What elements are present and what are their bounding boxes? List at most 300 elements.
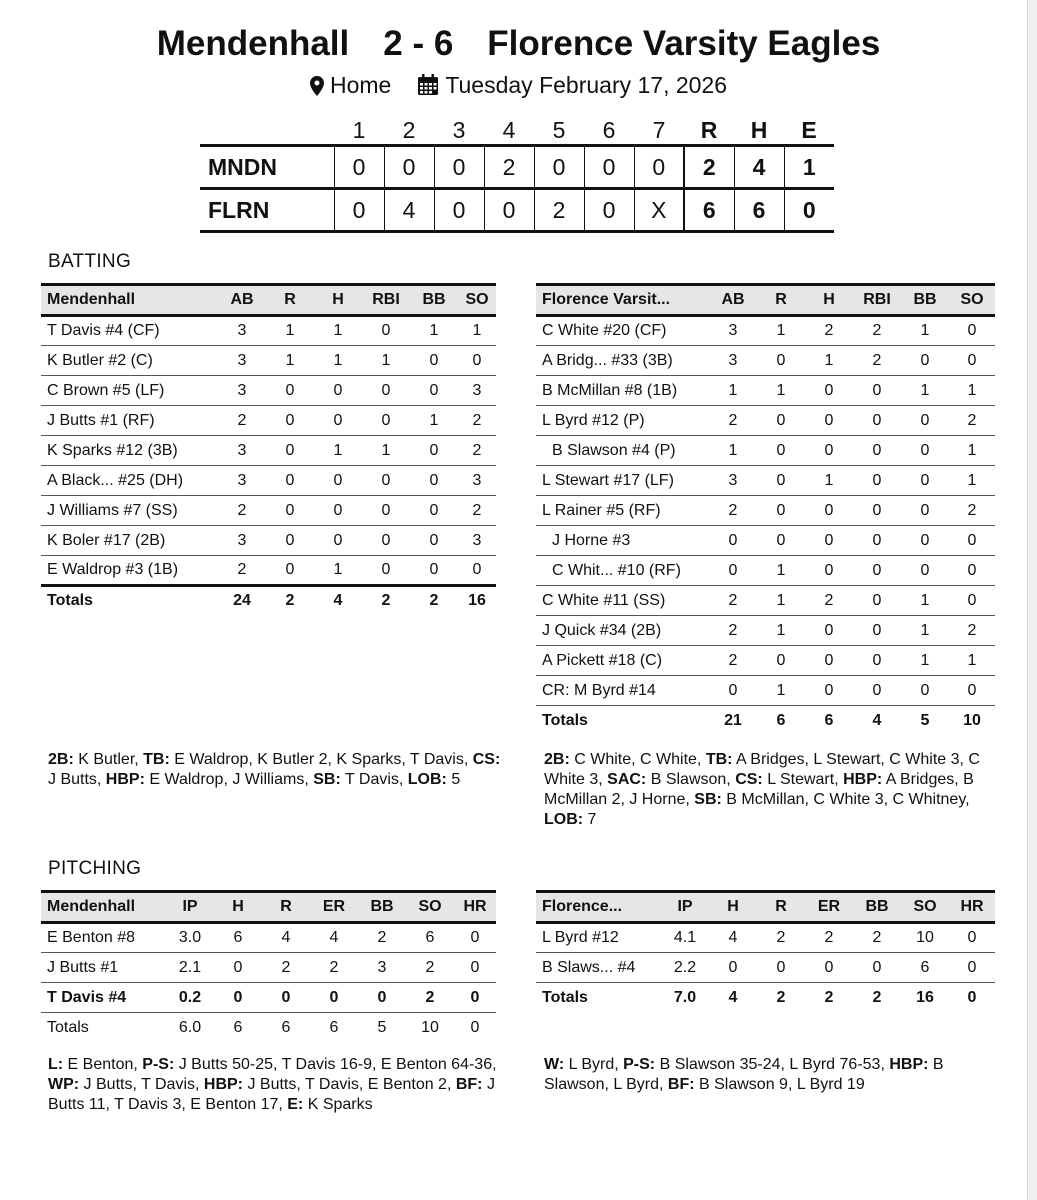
home-team-name: Florence Varsity Eagles xyxy=(487,24,881,63)
team-column-header: Florence Varsit... xyxy=(536,285,709,316)
final-score: 2 - 6 xyxy=(383,24,454,63)
stat-cell: 0 xyxy=(410,526,458,556)
stat-cell: 1 xyxy=(949,376,995,406)
totals-label: Totals xyxy=(542,711,588,729)
stat-cell: 0 xyxy=(757,953,805,983)
stat-column-header: H xyxy=(805,285,853,316)
inning-score: 0 xyxy=(384,146,434,189)
stat-cell: 0 xyxy=(901,676,949,706)
stat-cell: 0 xyxy=(266,526,314,556)
stat-cell: 3 xyxy=(458,526,496,556)
hits-total: 4 xyxy=(734,146,784,189)
stat-cell: 1 xyxy=(314,316,362,346)
player-name: E Benton #8 xyxy=(41,923,166,953)
player-row xyxy=(536,436,995,466)
stat-column-header: AB xyxy=(218,285,266,316)
note-value: C White, C White, xyxy=(569,751,706,768)
stat-column-header: SO xyxy=(901,892,949,923)
note-value: J Butts, xyxy=(48,771,106,788)
batting-table-away xyxy=(41,283,496,616)
note-key: W: xyxy=(544,1056,565,1073)
player-row xyxy=(41,436,496,466)
stat-cell: 0 xyxy=(805,436,853,466)
player-row xyxy=(41,466,496,496)
player-name: L Rainer #5 (RF) xyxy=(536,496,709,526)
player-name: T Davis #4 xyxy=(41,983,166,1013)
totals-cell: 2 xyxy=(410,586,458,616)
stat-cell: 0 xyxy=(805,556,853,586)
team-abbr: FLRN xyxy=(200,189,334,232)
stat-column-header: ER xyxy=(805,892,853,923)
stat-cell: 6 xyxy=(214,923,262,953)
errors-total: 1 xyxy=(784,146,834,189)
totals-cell: 4 xyxy=(728,988,738,1006)
stat-cell: 3 xyxy=(218,466,266,496)
player-name: L Byrd #12 (P) xyxy=(536,406,709,436)
team-abbr: MNDN xyxy=(200,146,334,189)
stat-column-header: RBI xyxy=(853,285,901,316)
note-value: L Stewart, xyxy=(762,771,844,788)
totals-cell: 5 xyxy=(377,1018,387,1036)
note-key: BF: xyxy=(667,1076,695,1093)
stat-cell: 0 xyxy=(901,406,949,436)
stat-column-header: BB xyxy=(410,285,458,316)
stat-cell: 2 xyxy=(458,436,496,466)
stat-cell: 3 xyxy=(218,436,266,466)
stat-cell: 3 xyxy=(709,466,757,496)
player-row xyxy=(41,923,496,953)
player-name: C Brown #5 (LF) xyxy=(41,376,218,406)
stat-cell: 0 xyxy=(853,466,901,496)
stat-cell: 0 xyxy=(757,346,805,376)
stat-cell: 0 xyxy=(314,406,362,436)
inning-score: 4 xyxy=(384,189,434,232)
note-key: HBP: xyxy=(105,771,145,788)
inning-score: 0 xyxy=(434,146,484,189)
player-name: B Slaws... #4 xyxy=(536,953,661,983)
stat-cell: 3 xyxy=(358,953,406,983)
player-row xyxy=(536,496,995,526)
stat-cell: 0 xyxy=(805,496,853,526)
stat-cell: 1 xyxy=(362,436,410,466)
player-name: J Horne #3 xyxy=(536,526,709,556)
stat-cell: 0 xyxy=(853,556,901,586)
note-value: B Slawson 9, L Byrd 19 xyxy=(694,1076,865,1093)
batting-section-title: BATTING xyxy=(48,251,132,272)
stat-cell: 2 xyxy=(406,983,454,1013)
stat-cell: 6 xyxy=(901,953,949,983)
stat-cell: 2 xyxy=(218,406,266,436)
totals-cell: 6 xyxy=(824,711,834,729)
totals-cell: 5 xyxy=(920,711,930,729)
stat-cell: 3 xyxy=(458,466,496,496)
stat-cell: 2 xyxy=(709,406,757,436)
stat-cell: 6 xyxy=(406,923,454,953)
note-value: J Butts, T Davis, E Benton 2, xyxy=(243,1076,456,1093)
pitching-notes-away xyxy=(48,1055,503,1115)
inning-header: 7 xyxy=(652,117,666,143)
note-key: CS: xyxy=(472,751,501,768)
note-key: WP: xyxy=(48,1076,80,1093)
player-row xyxy=(41,953,496,983)
note-key: P-S: xyxy=(142,1056,175,1073)
stat-column-header: ER xyxy=(310,892,358,923)
stat-column-header: R xyxy=(757,892,805,923)
stat-cell: 2 xyxy=(805,316,853,346)
stat-cell: 4 xyxy=(709,923,757,953)
stat-cell: 3 xyxy=(218,346,266,376)
stat-cell: 0 xyxy=(805,406,853,436)
stat-cell: 0 xyxy=(362,376,410,406)
stat-cell: 0 xyxy=(709,676,757,706)
stat-cell: 2.2 xyxy=(661,953,709,983)
player-row xyxy=(41,983,496,1013)
player-row xyxy=(536,923,995,953)
stat-cell: 0 xyxy=(853,646,901,676)
inning-score: 2 xyxy=(534,189,584,232)
player-name: J Quick #34 (2B) xyxy=(536,616,709,646)
stat-cell: 0 xyxy=(454,983,496,1013)
stat-column-header: H xyxy=(214,892,262,923)
inning-score: 2 xyxy=(484,146,534,189)
stat-cell: 0 xyxy=(410,376,458,406)
stat-cell: 1 xyxy=(266,316,314,346)
note-key: TB: xyxy=(705,751,733,768)
player-name: K Boler #17 (2B) xyxy=(41,526,218,556)
stat-column-header: H xyxy=(709,892,757,923)
stat-cell: 2.1 xyxy=(166,953,214,983)
totals-cell: 6 xyxy=(233,1018,243,1036)
pitching-section-title: PITCHING xyxy=(48,858,142,879)
stat-cell: 0 xyxy=(853,676,901,706)
note-key: CS: xyxy=(735,771,763,788)
stat-cell: 1 xyxy=(901,316,949,346)
note-value: 5 xyxy=(446,771,461,788)
stat-cell: 0 xyxy=(266,466,314,496)
totals-label: Totals xyxy=(41,586,218,616)
stat-cell: 1 xyxy=(901,376,949,406)
totals-cell: 2 xyxy=(824,988,834,1006)
stat-cell: 0 xyxy=(949,953,995,983)
note-key: P-S: xyxy=(623,1056,656,1073)
inning-score: 0 xyxy=(584,146,634,189)
line-score-header xyxy=(200,117,834,146)
stat-cell: 1 xyxy=(901,616,949,646)
player-name: C White #20 (CF) xyxy=(536,316,709,346)
stat-cell: 0 xyxy=(805,526,853,556)
stat-cell: 0 xyxy=(805,676,853,706)
player-row xyxy=(41,346,496,376)
stat-cell: 0 xyxy=(853,526,901,556)
stat-cell: 2 xyxy=(709,586,757,616)
stat-cell: 0 xyxy=(805,376,853,406)
stat-cell: 0 xyxy=(901,556,949,586)
inning-header: 2 xyxy=(402,117,416,143)
stat-cell: 1 xyxy=(901,586,949,616)
stat-column-header: SO xyxy=(949,285,995,316)
stat-cell: 0 xyxy=(362,556,410,586)
stat-cell: 0 xyxy=(266,556,314,586)
stat-cell: 0 xyxy=(266,496,314,526)
totals-cell: 2 xyxy=(776,988,786,1006)
stat-cell: 0 xyxy=(949,676,995,706)
stat-cell: 3 xyxy=(218,316,266,346)
stat-cell: 0 xyxy=(214,983,262,1013)
game-date: Tuesday February 17, 2026 xyxy=(445,72,728,98)
score-line xyxy=(0,24,1037,64)
stat-cell: 0 xyxy=(853,376,901,406)
stat-cell: 0 xyxy=(805,953,853,983)
note-key: E: xyxy=(287,1096,304,1113)
stat-cell: 2 xyxy=(310,953,358,983)
stat-cell: 2 xyxy=(853,346,901,376)
stat-cell: 0 xyxy=(458,346,496,376)
stat-cell: 0 xyxy=(410,556,458,586)
stat-cell: 0 xyxy=(362,526,410,556)
batting-header-home xyxy=(536,285,995,316)
stat-column-header: AB xyxy=(709,285,757,316)
stat-cell: 0 xyxy=(410,466,458,496)
batting-notes-home xyxy=(544,750,989,830)
line-score-row-away xyxy=(200,146,834,189)
inning-score: 0 xyxy=(484,189,534,232)
stat-cell: 0 xyxy=(949,923,995,953)
stat-column-header: BB xyxy=(901,285,949,316)
stat-column-header: RBI xyxy=(362,285,410,316)
game-location: Home xyxy=(329,72,392,98)
stat-cell: 2 xyxy=(949,496,995,526)
player-name: J Williams #7 (SS) xyxy=(41,496,218,526)
stat-cell: 1 xyxy=(362,346,410,376)
batting-notes-away xyxy=(48,750,503,790)
stat-cell: 0 xyxy=(757,466,805,496)
player-row xyxy=(41,316,496,346)
stat-cell: 2 xyxy=(949,616,995,646)
note-key: SAC: xyxy=(607,771,647,788)
stat-cell: 2 xyxy=(262,953,310,983)
stat-cell: 0 xyxy=(949,526,995,556)
stat-column-header: R xyxy=(266,285,314,316)
player-name: J Butts #1 xyxy=(41,953,166,983)
note-value: A Bridges, L Stewart, C White 3, C White 3, xyxy=(544,751,980,788)
stat-cell: 1 xyxy=(266,346,314,376)
runs-total: 6 xyxy=(684,189,734,232)
stat-cell: 0 xyxy=(709,556,757,586)
totals-cell: 2 xyxy=(362,586,410,616)
player-name: E Waldrop #3 (1B) xyxy=(41,556,218,586)
stat-cell: 1 xyxy=(757,586,805,616)
page-edge xyxy=(1027,0,1037,1200)
stat-column-header: R xyxy=(757,285,805,316)
stat-cell: 2 xyxy=(709,646,757,676)
totals-cell: 0 xyxy=(967,988,977,1006)
player-row xyxy=(536,646,995,676)
totals-cell: 16 xyxy=(916,988,934,1006)
inning-header: 3 xyxy=(452,117,466,143)
stat-cell: 4 xyxy=(310,923,358,953)
player-row xyxy=(536,376,995,406)
totals-cell: 6 xyxy=(329,1018,339,1036)
inning-score: 0 xyxy=(434,189,484,232)
note-value: K Sparks xyxy=(303,1096,373,1113)
pitching-table-home xyxy=(536,890,995,1013)
stat-cell: 0 xyxy=(709,953,757,983)
errors-header: E xyxy=(801,117,817,143)
runs-header: R xyxy=(700,117,718,143)
note-value: 7 xyxy=(583,811,597,828)
note-value: B Slawson, xyxy=(646,771,736,788)
batting-header-away xyxy=(41,285,496,316)
errors-total: 0 xyxy=(784,189,834,232)
inning-score: 0 xyxy=(334,189,384,232)
stat-cell: 2 xyxy=(805,923,853,953)
player-name: K Butler #2 (C) xyxy=(41,346,218,376)
inning-score: 0 xyxy=(534,146,584,189)
stat-cell: 0 xyxy=(410,436,458,466)
stat-column-header: R xyxy=(262,892,310,923)
player-name: B McMillan #8 (1B) xyxy=(536,376,709,406)
stat-cell: 0 xyxy=(853,586,901,616)
note-key: 2B: xyxy=(544,751,570,768)
player-row xyxy=(536,556,995,586)
player-row xyxy=(536,616,995,646)
inning-header: 6 xyxy=(602,117,616,143)
inning-header: 5 xyxy=(552,117,566,143)
stat-cell: 0 xyxy=(410,346,458,376)
totals-cell: 16 xyxy=(458,586,496,616)
stat-cell: 0 xyxy=(949,346,995,376)
totals-row xyxy=(536,983,995,1013)
totals-cell: 0 xyxy=(470,1018,480,1036)
stat-cell: 0 xyxy=(757,526,805,556)
stat-cell: 0 xyxy=(901,466,949,496)
note-value: J Butts 50-25, T Davis 16-9, E Benton 64-36, xyxy=(174,1056,497,1073)
batting-table-home xyxy=(536,283,995,736)
player-name: L Stewart #17 (LF) xyxy=(536,466,709,496)
stat-cell: 0 xyxy=(362,496,410,526)
note-key: TB: xyxy=(143,751,170,768)
pitching-header-away xyxy=(41,892,496,923)
stat-cell: 0 xyxy=(853,496,901,526)
stat-cell: 1 xyxy=(314,436,362,466)
stat-cell: 1 xyxy=(805,346,853,376)
stat-cell: 0 xyxy=(901,526,949,556)
totals-label: Totals xyxy=(47,1018,89,1036)
note-key: L: xyxy=(48,1056,64,1073)
line-score-table xyxy=(200,117,834,233)
inning-header: 1 xyxy=(352,117,366,143)
note-key: 2B: xyxy=(48,751,74,768)
pitching-header-home xyxy=(536,892,995,923)
note-value: A Bridges, B McMillan 2, J Horne, xyxy=(544,771,974,808)
stat-column-header: BB xyxy=(358,892,406,923)
player-name: L Byrd #12 xyxy=(536,923,661,953)
stat-cell: 1 xyxy=(458,316,496,346)
stat-cell: 3.0 xyxy=(166,923,214,953)
stat-cell: 0 xyxy=(362,466,410,496)
stat-cell: 0 xyxy=(757,496,805,526)
player-row xyxy=(536,406,995,436)
totals-row xyxy=(41,586,496,616)
note-value: J Butts, T Davis, xyxy=(79,1076,204,1093)
stat-cell: 1 xyxy=(757,376,805,406)
player-name: T Davis #4 (CF) xyxy=(41,316,218,346)
stat-cell: 2 xyxy=(218,556,266,586)
stat-cell: 4.1 xyxy=(661,923,709,953)
line-score-corner xyxy=(200,117,334,146)
stat-cell: 0 xyxy=(949,316,995,346)
note-key: LOB: xyxy=(407,771,447,788)
stat-cell: 0 xyxy=(757,406,805,436)
stat-column-header: SO xyxy=(458,285,496,316)
stat-cell: 0 xyxy=(314,376,362,406)
inning-score: 0 xyxy=(634,146,684,189)
stat-cell: 0 xyxy=(901,496,949,526)
stat-cell: 1 xyxy=(757,316,805,346)
line-score-row-home xyxy=(200,189,834,232)
stat-cell: 0 xyxy=(266,376,314,406)
player-row xyxy=(41,406,496,436)
inning-header: 4 xyxy=(502,117,516,143)
totals-cell: 4 xyxy=(872,711,882,729)
stat-cell: 1 xyxy=(805,466,853,496)
note-key: HBP: xyxy=(889,1056,929,1073)
stat-cell: 0 xyxy=(757,436,805,466)
stat-cell: 0 xyxy=(949,586,995,616)
player-name: CR: M Byrd #14 xyxy=(536,676,709,706)
note-value: E Waldrop, J Williams, xyxy=(144,771,314,788)
player-name: J Butts #1 (RF) xyxy=(41,406,218,436)
hits-header: H xyxy=(750,117,768,143)
stat-cell: 2 xyxy=(709,616,757,646)
player-name: C White #11 (SS) xyxy=(536,586,709,616)
stat-cell: 1 xyxy=(410,316,458,346)
totals-row xyxy=(536,706,995,736)
stat-cell: 0 xyxy=(314,526,362,556)
stat-cell: 4 xyxy=(262,923,310,953)
stat-cell: 1 xyxy=(709,376,757,406)
stat-cell: 2 xyxy=(709,496,757,526)
stat-column-header: IP xyxy=(166,892,214,923)
player-name: A Black... #25 (DH) xyxy=(41,466,218,496)
stat-cell: 2 xyxy=(458,496,496,526)
calendar-icon xyxy=(417,74,439,102)
note-key: SB: xyxy=(694,791,722,808)
stat-cell: 1 xyxy=(949,646,995,676)
stat-column-header: HR xyxy=(949,892,995,923)
player-row xyxy=(536,586,995,616)
note-value: K Butler, xyxy=(73,751,144,768)
note-key: LOB: xyxy=(544,811,584,828)
stat-cell: 1 xyxy=(901,646,949,676)
stat-cell: 0 xyxy=(853,616,901,646)
player-row xyxy=(536,953,995,983)
stat-cell: 0 xyxy=(454,953,496,983)
player-name: K Sparks #12 (3B) xyxy=(41,436,218,466)
note-key: BF: xyxy=(455,1076,483,1093)
stat-cell: 1 xyxy=(314,346,362,376)
stat-cell: 0 xyxy=(853,406,901,436)
map-pin-icon xyxy=(310,75,324,102)
stat-cell: 2 xyxy=(218,496,266,526)
stat-cell: 0 xyxy=(454,923,496,953)
stat-cell: 1 xyxy=(410,406,458,436)
game-header xyxy=(0,24,1037,102)
stat-cell: 1 xyxy=(949,436,995,466)
away-team-name: Mendenhall xyxy=(156,24,350,63)
stat-column-header: HR xyxy=(454,892,496,923)
stat-cell: 0 xyxy=(266,436,314,466)
